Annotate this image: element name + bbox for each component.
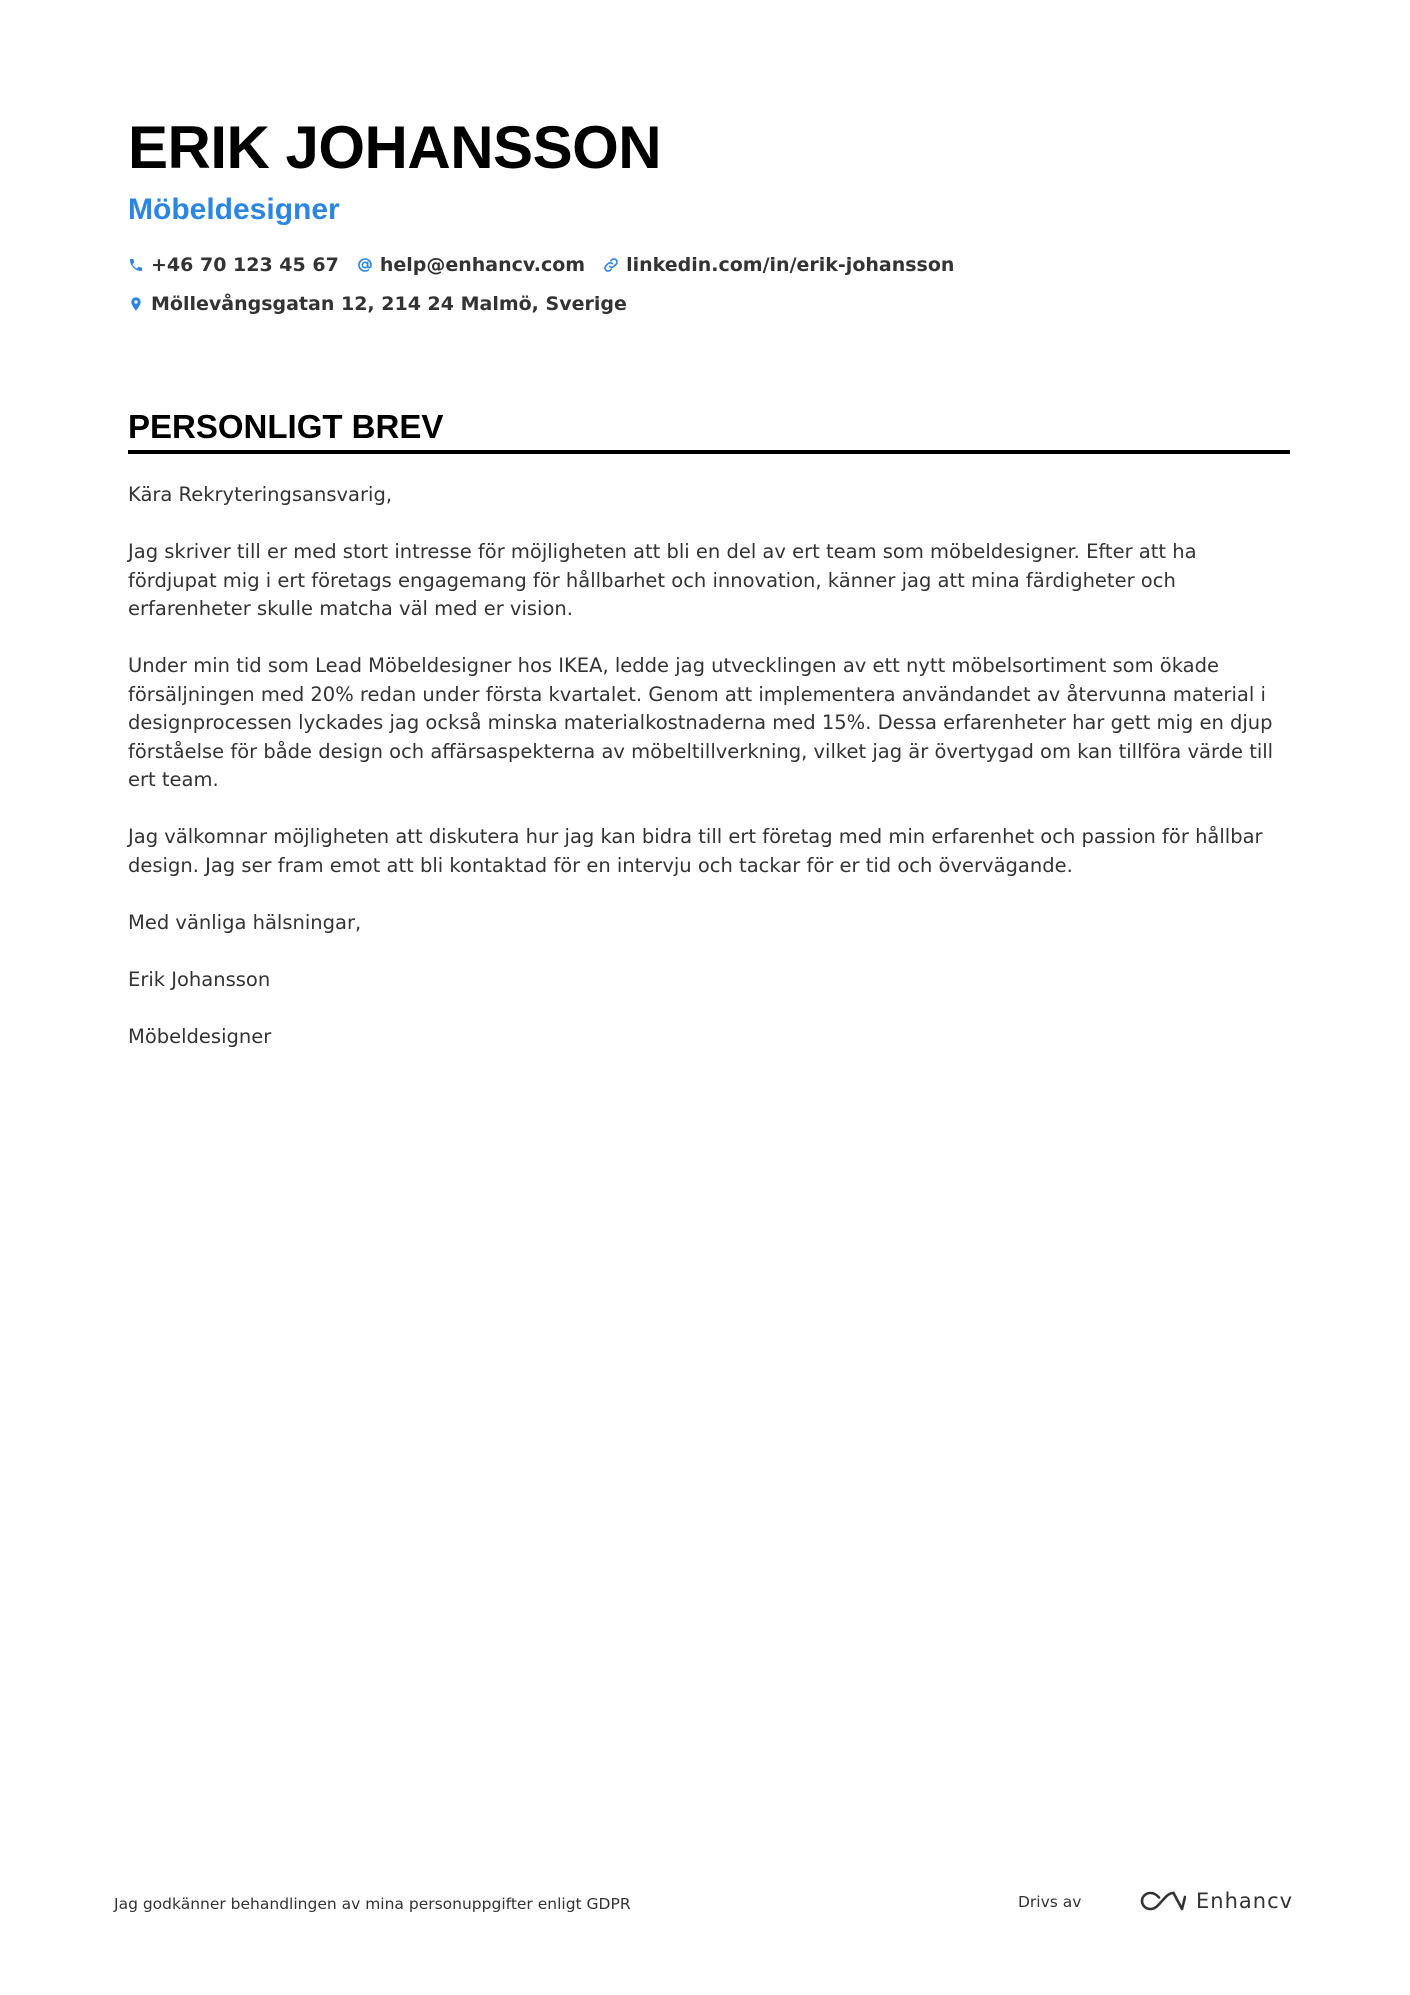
contact-phone <box>128 254 339 276</box>
enhancv-logo-icon <box>1138 1889 1186 1913</box>
letter-body <box>128 481 1290 1080</box>
section-heading: PERSONLIGT BREV <box>128 406 1290 454</box>
email-address[interactable]: help@enhancv.com <box>379 254 586 276</box>
signature-title: Möbeldesigner <box>128 1024 272 1048</box>
contact-linkedin <box>603 254 954 276</box>
powered-by-label: Drivs av <box>1018 1893 1082 1911</box>
link-icon <box>603 257 619 273</box>
job-title: Möbeldesigner <box>128 193 340 226</box>
linkedin-url[interactable]: linkedin.com/in/erik-johansson <box>626 254 955 276</box>
letter-greeting: Kära Rekryteringsansvarig, <box>128 483 393 506</box>
contact-row <box>128 254 972 276</box>
signature-name: Erik Johansson <box>128 967 271 991</box>
letter-paragraph: Jag skriver till er med stort intresse för möjligheten att bli en del av ert team som möbeldesigner. Efter att ha fördjupat mig i ert företags engagemang för hållbarhet och innovation, känner jag att mina färdigheter och erfarenheter skulle matcha väl med er vision. <box>128 540 1197 620</box>
address-row <box>128 293 645 315</box>
address-text: Möllevångsgatan 12, 214 24 Malmö, Sverige <box>151 293 627 315</box>
phone-number[interactable]: +46 70 123 45 67 <box>151 254 339 276</box>
enhancv-logo[interactable] <box>1138 1889 1293 1913</box>
letter-closing: Med vänliga hälsningar, <box>128 910 362 934</box>
at-icon <box>357 257 373 273</box>
letter-paragraph: Jag välkomnar möjligheten att diskutera hur jag kan bidra till ert företag med min erfarenhet och passion för hållbar design. Jag ser fram emot att bli kontaktad för en intervju och tackar för er tid och övervägande. <box>128 825 1263 877</box>
gdpr-consent: Jag godkänner behandlingen av mina personuppgifter enligt GDPR <box>114 1895 631 1913</box>
contact-address <box>128 293 627 315</box>
enhancv-brand: Enhancv <box>1196 1889 1294 1913</box>
contact-email <box>357 254 585 276</box>
letter-paragraph: Under min tid som Lead Möbeldesigner hos IKEA, ledde jag utvecklingen av ett nytt möbelsortiment som ökade försäljningen med 20% redan under första kvartalet. Genom att implementera användandet av återvunna material i designprocessen lyckades jag också minska materialkostnaderna med 15%. Dessa erfarenheter har gett mig en djup förståelse för både design och affärsaspekterna av möbeltillverkning, vilket jag är övertygad om kan tillföra värde till ert team. <box>128 654 1274 791</box>
phone-icon <box>128 257 144 273</box>
applicant-name: ERIK JOHANSSON <box>128 114 662 181</box>
location-pin-icon <box>128 296 144 312</box>
